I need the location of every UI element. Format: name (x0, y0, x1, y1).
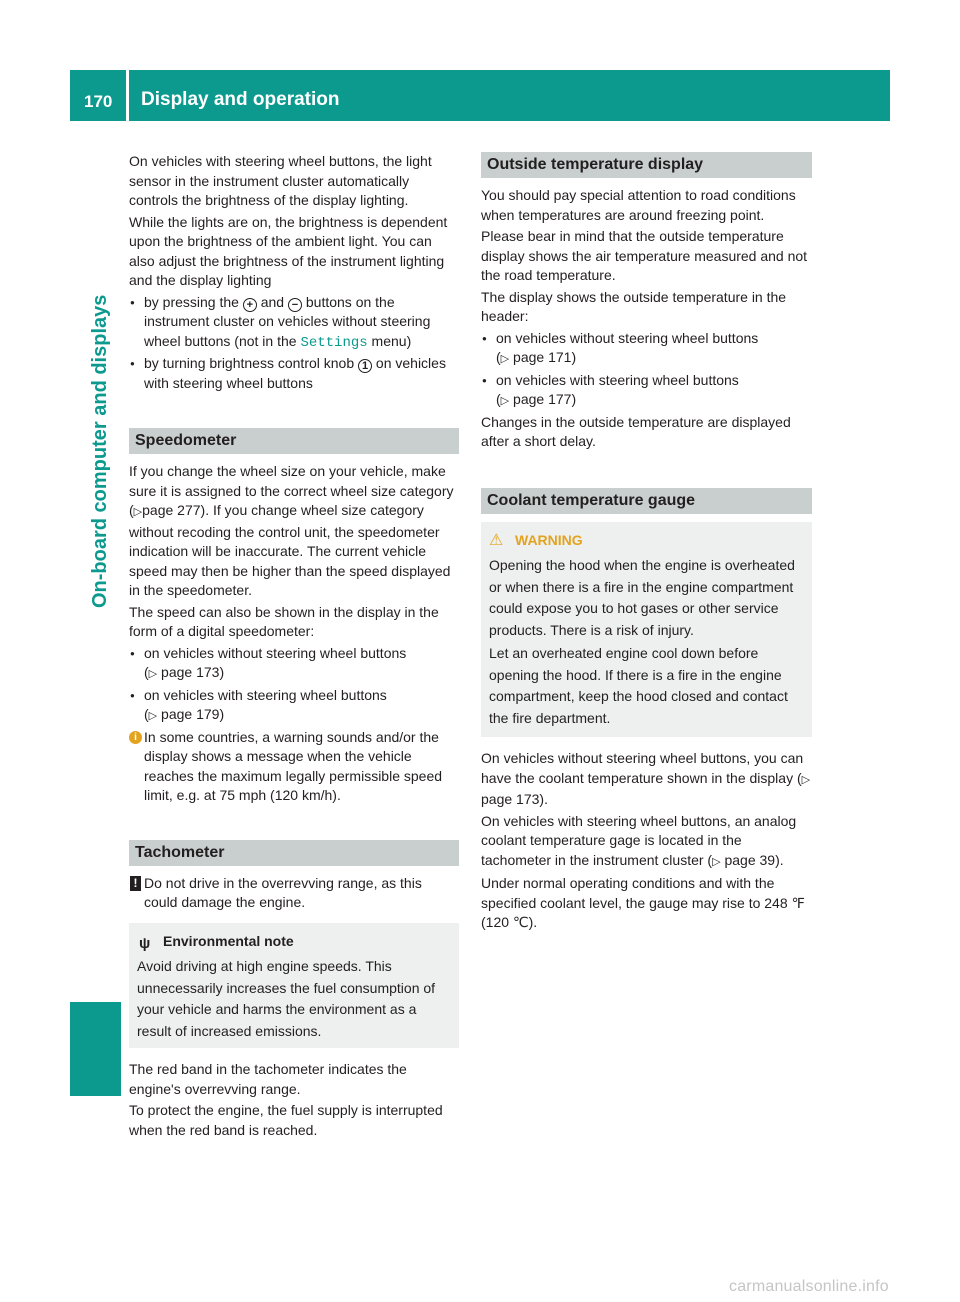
outside-paragraph-4: Changes in the outside temperature are displayed after a short delay. (481, 413, 791, 449)
knob-number-icon: 1 (358, 359, 372, 373)
page-ref-arrow-icon: ▷ (133, 506, 143, 518)
page-ref-link[interactable]: page 179 (161, 706, 220, 722)
minus-button-icon: − (288, 298, 302, 312)
left-column (129, 152, 459, 1142)
page-ref-arrow-icon: ▷ (801, 773, 811, 786)
list-item: ● on vehicles with steering wheel buttons (▷ page 179) (129, 686, 459, 727)
list-item: ● on vehicles without steering wheel buttons (▷ page 171) (481, 329, 812, 370)
page-ref-link[interactable]: page 171 (513, 349, 572, 365)
environmental-note-box (129, 923, 459, 1049)
list-item: ● by turning brightness control knob 1 on vehicles with steering wheel buttons (129, 354, 459, 393)
speedometer-paragraph-2: The speed can also be shown in the display in the form of a digital speedometer: (129, 603, 439, 639)
info-note: i In some countries, a warning sounds and/or the display shows a message when the vehicle reaches the maximum legally permissible speed limit, e.g. at 75 mph (120 km/h). (129, 728, 459, 806)
list-item: ● on vehicles without steering wheel buttons (▷ page 173) (129, 644, 459, 685)
coolant-paragraph-2: On vehicles with steering wheel buttons, an analog coolant temperature gage is located in the tachometer in the instrument cluster (▷ page 39). (481, 812, 797, 868)
warning-text-2: Let an overheated engine cool down before opening the hood. If there is a fire in the engine compartment, keep the hood closed and contact the fire department. (489, 645, 788, 726)
page-ref-arrow-icon: ▷ (148, 668, 158, 680)
watermark: carmanualsonline.info (729, 1278, 889, 1295)
chapter-side-label: On-board computer and displays (89, 294, 111, 608)
side-tab-block (70, 1002, 121, 1096)
page-title: Display and operation (141, 89, 340, 110)
page-ref-arrow-icon: ▷ (500, 395, 510, 407)
coolant-paragraph-3: Under normal operating conditions and with the specified coolant level, the gauge may rise to 248 ℉ (120 ℃). (481, 875, 805, 930)
environmental-note-text: Avoid driving at high engine speeds. This unnecessarily increases the fuel consumption of your vehicle and harms the environment as a result of increased emissions. (137, 958, 436, 1039)
section-heading-coolant-temperature: Coolant temperature gauge (481, 488, 812, 514)
caution-note: ! Do not drive in the overrevving range, as this could damage the engine. (129, 874, 459, 913)
page-ref-link[interactable]: page 39 (724, 851, 776, 868)
outside-paragraph-1: You should pay special attention to road conditions when temperatures are around freezing point. (481, 187, 796, 223)
settings-menu-ref: Settings (300, 334, 368, 351)
intro-paragraph-2: While the lights are on, the brightness is dependent upon the brightness of the ambient light. You can also adjust the brightness of the instrument lighting and the display lighting (129, 213, 448, 288)
intro-paragraph-1: On vehicles with steering wheel buttons, the light sensor in the instrument cluster automatically controls the brightness of the display lighting. (129, 153, 432, 208)
right-column (481, 152, 812, 935)
section-heading-outside-temperature: Outside temperature display (481, 152, 812, 178)
plus-button-icon: + (243, 298, 257, 312)
section-heading-tachometer: Tachometer (129, 840, 459, 866)
outside-paragraph-2: Please bear in mind that the outside temperature display shows the air temperature measured and not the road temperature. (481, 228, 808, 283)
speedometer-paragraph-1: If you change the wheel size on your vehicle, make sure it is assigned to the correct wheel size category (▷page 277). If you change wheel size category without recoding the control unit, the speedometer indication will be inaccurate. The current vehicle speed may then be higher than the speed displayed in the speedometer. (129, 463, 454, 598)
warning-title: ⚠ WARNING (489, 530, 804, 552)
outside-paragraph-3: The display shows the outside temperature in the header: (481, 288, 787, 324)
tachometer-paragraph-2: To protect the engine, the fuel supply is interrupted when the red band is reached. (129, 1102, 443, 1138)
section-heading-speedometer: Speedometer (129, 428, 459, 454)
page-number: 170 (84, 92, 113, 111)
exclamation-icon: ! (130, 876, 141, 891)
warning-text-1: Opening the hood when the engine is overheated or when there is a fire in the engine compartment could expose you to hot gases or other service products. There is a risk of injury. (489, 557, 795, 638)
page-ref-link[interactable]: page 173 (161, 664, 220, 680)
list-item: ● on vehicles with steering wheel buttons (▷ page 177) (481, 371, 812, 412)
header-divider (126, 70, 129, 121)
page-ref-arrow-icon: ▷ (148, 710, 158, 722)
info-icon: i (129, 731, 142, 744)
warning-triangle-icon: ⚠ (489, 531, 504, 549)
page-ref-link[interactable]: page 177 (513, 391, 572, 407)
coolant-paragraph-1: On vehicles without steering wheel buttons, you can have the coolant temperature shown in the display (▷ page 173). (481, 750, 811, 807)
list-item: ● by pressing the + and − buttons on the instrument cluster on vehicles without steering wheel buttons (not in the Settings menu) (129, 293, 459, 354)
page-ref-arrow-icon: ▷ (712, 855, 721, 868)
page-ref-arrow-icon: ▷ (500, 353, 510, 365)
environmental-note-title: ψ Environmental note (137, 931, 451, 953)
tachometer-paragraph-1: The red band in the tachometer indicates the engine's overrevving range. (129, 1061, 407, 1097)
warning-box (481, 522, 812, 738)
page-ref-link[interactable]: page 173 (481, 791, 540, 807)
leaf-icon: ψ (139, 934, 151, 952)
page-ref-link[interactable]: page 277 (142, 502, 201, 518)
